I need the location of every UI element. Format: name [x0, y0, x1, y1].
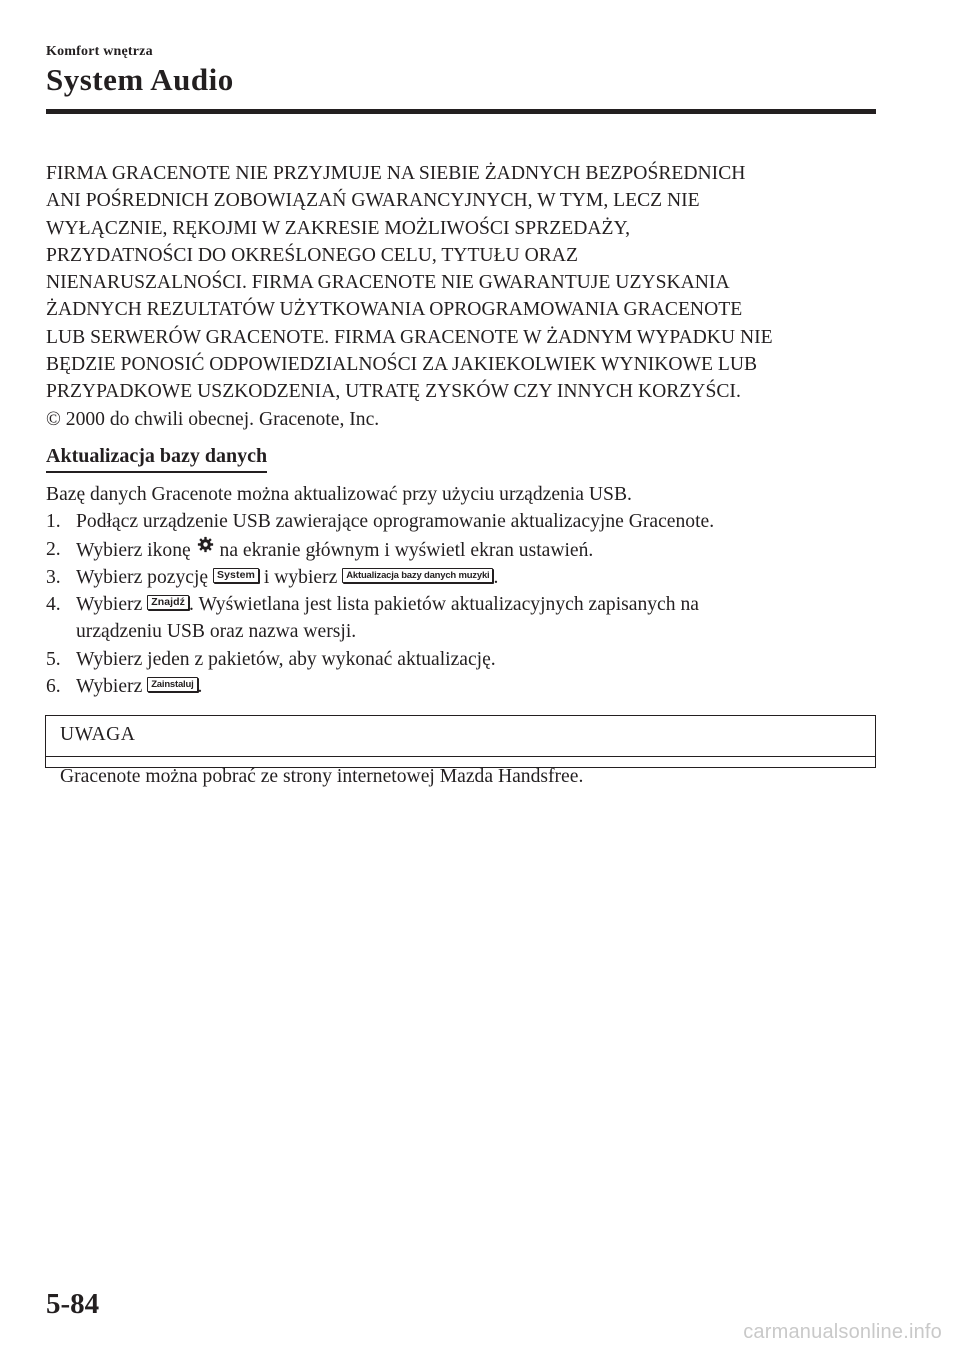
step-number: 5.	[46, 648, 61, 670]
step-text: Wybierz	[76, 676, 143, 698]
header-rule	[46, 109, 876, 114]
step-3	[46, 564, 886, 591]
step-text: Wybierz	[76, 594, 143, 616]
step-text: .	[493, 566, 499, 588]
disclaimer-line: LUB SERWERÓW GRACENOTE. FIRMA GRACENOTE W ŻADNYM WYPADKU NIE	[46, 326, 773, 348]
page-number: 5-84	[46, 1288, 100, 1320]
install-button: Zainstaluj	[147, 677, 197, 692]
step-2	[46, 536, 886, 564]
copyright-line: © 2000 do chwili obecnej. Gracenote, Inc.	[46, 408, 380, 430]
step-5	[46, 646, 886, 673]
update-music-database-button: Aktualizacja bazy danych muzyki	[342, 568, 493, 583]
disclaimer-line: WYŁĄCZNIE, RĘKOJMI W ZAKRESIE MOŻLIWOŚCI SPRZEDAŻY,	[46, 217, 630, 239]
watermark: carmanualsonline.info	[743, 1321, 942, 1343]
disclaimer-line: BĘDZIE PONOSIĆ ODPOWIEDZIALNOŚCI ZA JAKIEKOLWIEK WYNIKOWE LUB	[46, 354, 758, 376]
update-instructions	[46, 481, 886, 700]
step-number: 1.	[46, 511, 61, 533]
note-header	[46, 716, 875, 757]
disclaimer-line: FIRMA GRACENOTE NIE PRZYJMUJE NA SIEBIE ŻADNYCH BEZPOŚREDNICH	[46, 163, 746, 184]
disclaimer-line: ŻADNYCH REZULTATÓW UŻYTKOWANIA OPROGRAMOWANIA GRACENOTE	[46, 299, 743, 321]
step-number: 3.	[46, 566, 61, 588]
step-text: Wybierz ikonę	[76, 539, 191, 561]
note-heading: UWAGA	[60, 724, 136, 745]
update-heading: Aktualizacja bazy danych	[46, 443, 267, 473]
step-text: . Wyświetlana jest lista pakietów aktualizacyjnych zapisanych na	[189, 594, 699, 616]
disclaimer-line: NIENARUSZALNOŚCI. FIRMA GRACENOTE NIE GWARANTUJE UZYSKANIA	[46, 272, 730, 294]
settings-gear-icon	[197, 536, 214, 553]
step-text: Podłącz urządzenie USB zawierające oprogramowanie aktualizacyjne Gracenote.	[76, 511, 715, 533]
disclaimer-line: ANI POŚREDNICH ZOBOWIĄZAŃ GWARANCYJNYCH, W TYM, LECZ NIE	[46, 190, 700, 212]
step-text: na ekranie głównym i wyświetl ekran ustawień.	[219, 539, 594, 561]
step-1	[46, 508, 886, 535]
step-number: 2.	[46, 538, 61, 560]
section-name: Komfort wnętrza	[46, 44, 153, 59]
step-text: i wybierz	[263, 566, 338, 588]
note-box	[45, 715, 876, 787]
system-button: System	[213, 568, 259, 583]
search-button: Znajdź	[147, 595, 189, 610]
step-text: Wybierz pozycję	[76, 566, 209, 588]
step-4-continuation: urządzeniu USB oraz nazwa wersji.	[76, 621, 357, 643]
step-4	[46, 591, 886, 618]
page-title: System Audio	[46, 62, 234, 97]
disclaimer-line: PRZYDATNOŚCI DO OKREŚLONEGO CELU, TYTUŁU ORAZ	[46, 244, 578, 266]
disclaimer-block	[46, 160, 886, 433]
update-intro: Bazę danych Gracenote można aktualizować przy użyciu urządzenia USB.	[46, 484, 632, 505]
step-6	[46, 673, 886, 700]
step-text: Wybierz jeden z pakietów, aby wykonać aktualizację.	[76, 648, 496, 670]
note-text: Gracenote można pobrać ze strony internetowej Mazda Handsfree.	[60, 766, 584, 787]
step-number: 6.	[46, 676, 61, 698]
disclaimer-line: PRZYPADKOWE USZKODZENIA, UTRATĘ ZYSKÓW CZY INNYCH KORZYŚCI.	[46, 381, 741, 403]
step-text: .	[197, 676, 203, 698]
step-number: 4.	[46, 594, 61, 616]
